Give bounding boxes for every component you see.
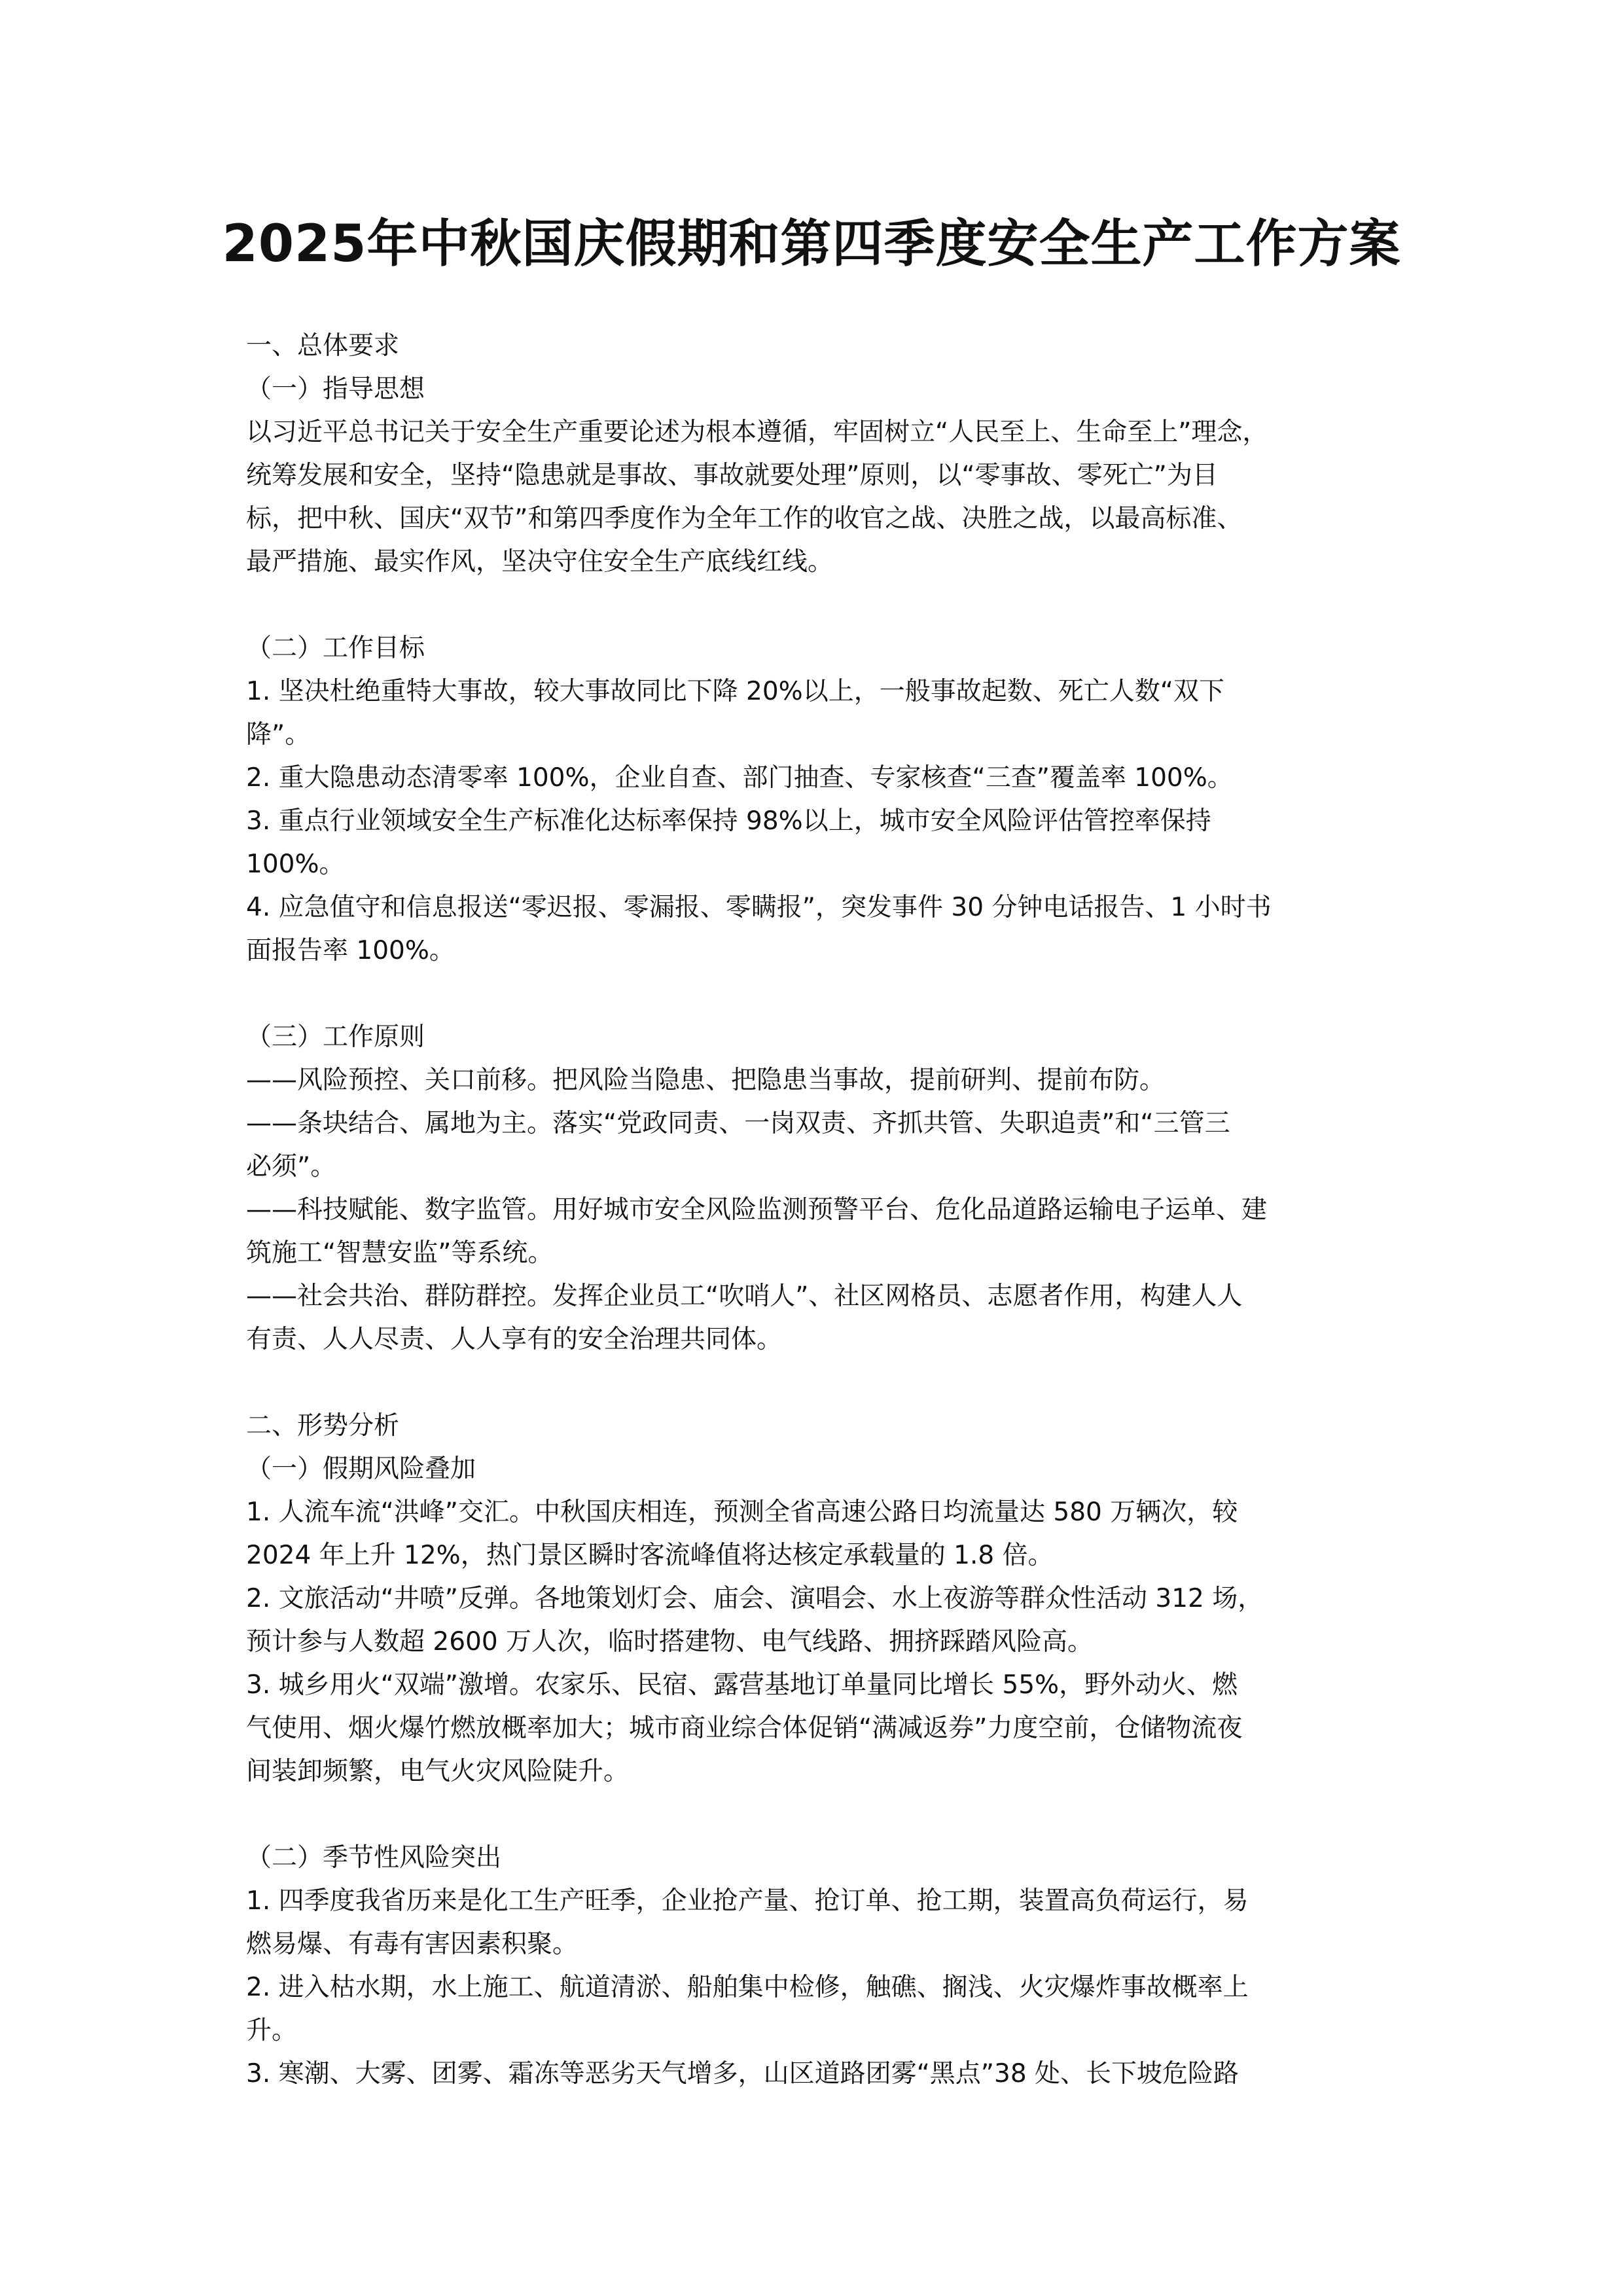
paragraph-spacer — [246, 1793, 1398, 1837]
text-line: 2024 年上升 12%，热门景区瞬时客流峰值将达核定承载量的 1.8 倍。 — [246, 1541, 1054, 1570]
text-line: 3. 城乡用火“双端”激增。农家乐、民宿、露营基地订单量同比增长 55%，野外动火、燃 — [246, 1670, 1238, 1700]
paragraph-spacer — [246, 1361, 1398, 1405]
text-line: 面报告率 100%。 — [246, 936, 455, 965]
text-line: 2. 文旅活动“井喷”反弹。各地策划灯会、庙会、演唱会、水上夜游等群众性活动 312 场， — [246, 1584, 1264, 1613]
text-line: 气使用、烟火爆竹燃放概率加大；城市商业综合体促销“满减返券”力度空前，仓储物流夜 — [246, 1713, 1243, 1743]
paragraph-spacer — [246, 973, 1398, 1016]
text-line: 二、形势分析 — [246, 1411, 400, 1441]
text-line: 1. 坚决杜绝重特大事故，较大事故同比下降 20%以上，一般事故起数、死亡人数“双下 — [246, 677, 1224, 706]
text-line: （一）指导思想 — [246, 374, 425, 404]
text-line: 降”。 — [246, 720, 311, 749]
text-line: 2. 重大隐患动态清零率 100%，企业自查、部门抽查、专家核查“三查”覆盖率 100%。 — [246, 763, 1233, 793]
text-line: 一、总体要求 — [246, 331, 400, 361]
text-line: 统筹发展和安全，坚持“隐患就是事故、事故就要处理”原则，以“零事故、零死亡”为目 — [246, 461, 1218, 490]
text-line: （三）工作原则 — [246, 1022, 425, 1052]
text-line: （一）假期风险叠加 — [246, 1454, 476, 1484]
text-line: 4. 应急值守和信息报送“零迟报、零漏报、零瞒报”，突发事件 30 分钟电话报告、1 小时书 — [246, 893, 1272, 922]
text-line: （二）季节性风险突出 — [246, 1843, 502, 1873]
document-body — [246, 325, 1398, 2096]
text-line: 有责、人人尽责、人人享有的安全治理共同体。 — [246, 1325, 783, 1354]
text-line: 必须”。 — [246, 1152, 336, 1181]
document-title: 2025年中秋国庆假期和第四季度安全生产工作方案 — [222, 215, 1401, 274]
text-line: 1. 四季度我省历来是化工生产旺季，企业抢产量、抢订单、抢工期，装置高负荷运行，易 — [246, 1886, 1249, 1916]
text-line: ——社会共治、群防群控。发挥企业员工“吹哨人”、社区网格员、志愿者作用，构建人人 — [246, 1282, 1243, 1311]
text-line: 标，把中秋、国庆“双节”和第四季度作为全年工作的收官之战、决胜之战，以最高标准、 — [246, 504, 1243, 533]
paragraph-spacer — [246, 584, 1398, 627]
text-line: 最严措施、最实作风，坚决守住安全生产底线红线。 — [246, 547, 834, 577]
text-line: 燃易爆、有毒有害因素积聚。 — [246, 1929, 579, 1959]
text-line: 以习近平总书记关于安全生产重要论述为根本遵循，牢固树立“人民至上、生命至上”理念， — [246, 418, 1268, 447]
text-line: 3. 寒潮、大雾、团雾、霜冻等恶劣天气增多，山区道路团雾“黑点”38 处、长下坡危险路 — [246, 2059, 1240, 2089]
text-line: 1. 人流车流“洪峰”交汇。中秋国庆相连，预测全省高速公路日均流量达 580 万辆次，较 — [246, 1498, 1238, 1527]
text-line: 预计参与人数超 2600 万人次，临时搭建物、电气线路、拥挤踩踏风险高。 — [246, 1627, 1094, 1657]
text-line: ——条块结合、属地为主。落实“党政同责、一岗双责、齐抓共管、失职追责”和“三管三 — [246, 1109, 1230, 1138]
text-line: 3. 重点行业领域安全生产标准化达标率保持 98%以上，城市安全风险评估管控率保持 — [246, 806, 1211, 836]
text-line: ——风险预控、关口前移。把风险当隐患、把隐患当事故，提前研判、提前布防。 — [246, 1066, 1166, 1095]
text-line: （二）工作目标 — [246, 634, 425, 663]
text-line: 筑施工“智慧安监”等系统。 — [246, 1238, 554, 1268]
text-line: 升。 — [246, 2016, 298, 2045]
text-line: ——科技赋能、数字监管。用好城市安全风险监测预警平台、危化品道路运输电子运单、建 — [246, 1195, 1268, 1225]
text-line: 间装卸频繁，电气火灾风险陡升。 — [246, 1757, 630, 1786]
text-line: 100%。 — [246, 850, 345, 879]
text-line: 2. 进入枯水期，水上施工、航道清淤、船舶集中检修，触礁、搁浅、火灾爆炸事故概率上 — [246, 1973, 1249, 2002]
